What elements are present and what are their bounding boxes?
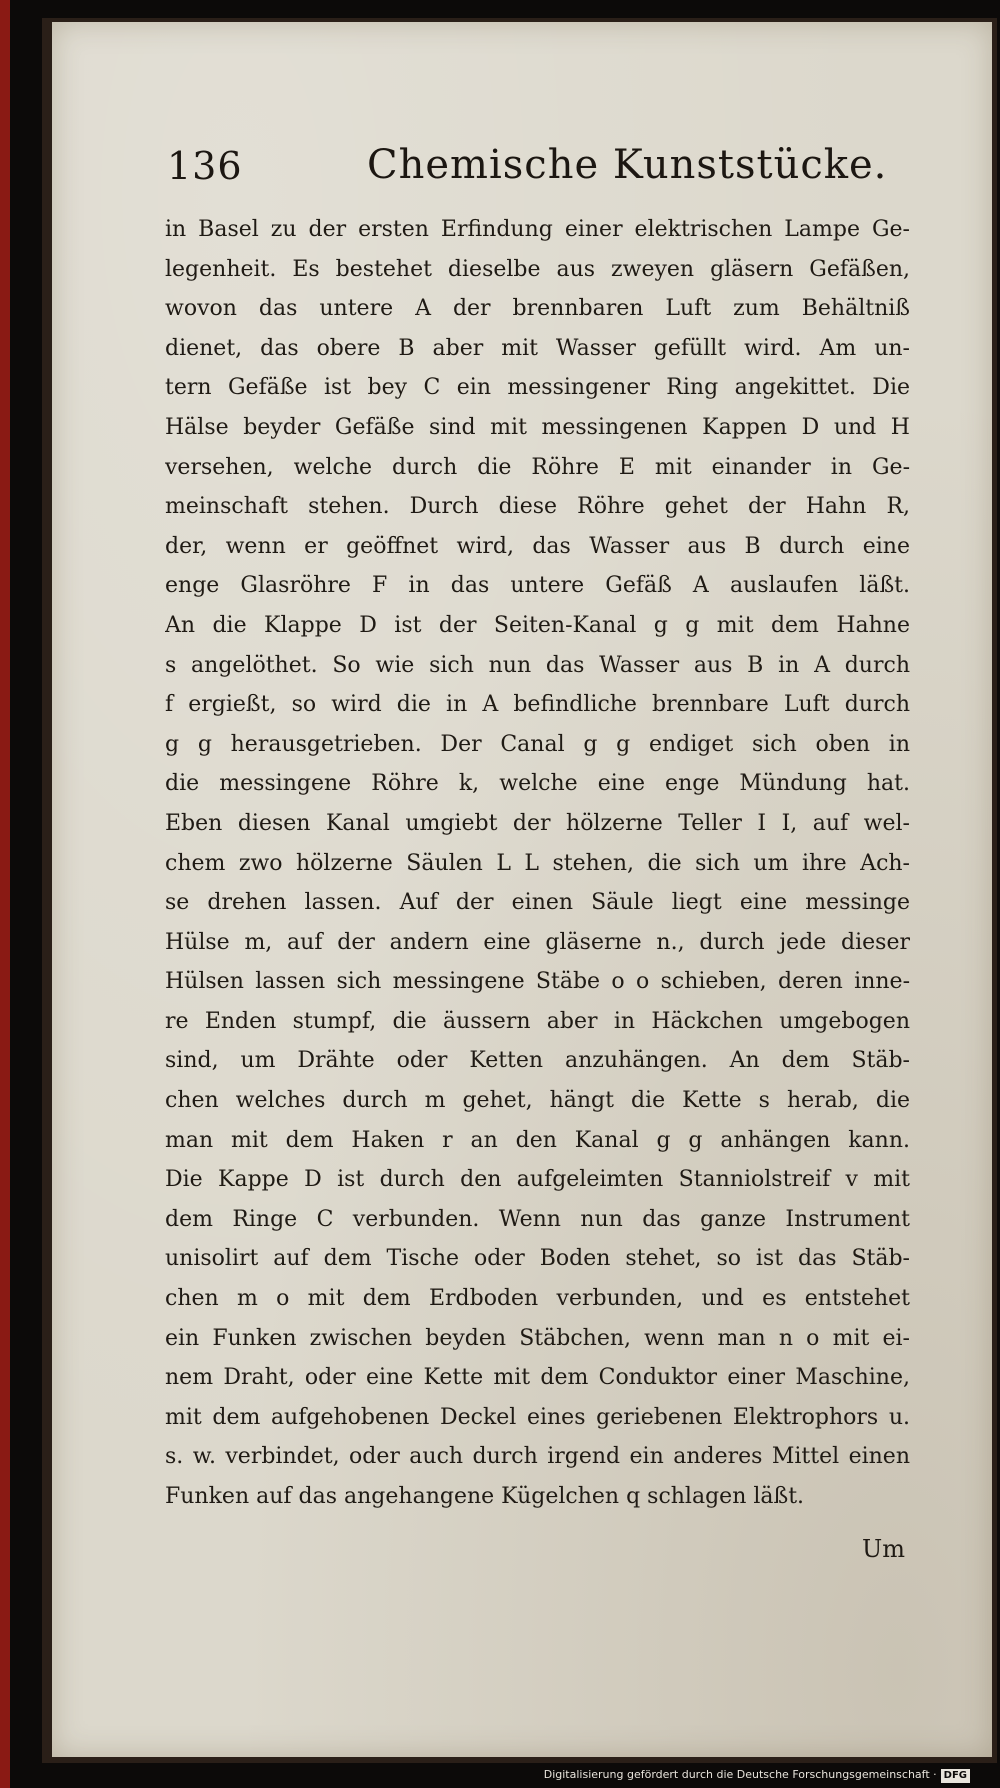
text-line: chen m o mit dem Erdboden verbunden, und es entstehet <box>165 1286 910 1312</box>
text-line: unisolirt auf dem Tische oder Boden stehet, so ist das Stäb- <box>165 1246 910 1272</box>
text-line: chem zwo hölzerne Säulen L L stehen, die sich um ihre Ach- <box>165 850 910 876</box>
text-line: die messingene Röhre k, welche eine enge Mündung hat. <box>165 771 910 797</box>
text-line: in Basel zu der ersten Erfindung einer elektrischen Lampe Ge- <box>165 217 910 242</box>
digitization-credit <box>544 1768 970 1783</box>
text-line: Eben diesen Kanal umgiebt der hölzerne Teller I I, auf wel- <box>165 810 910 836</box>
credit-text: Digitalisierung gefördert durch die Deutsche Forschungsgemeinschaft · <box>543 1768 937 1781</box>
text-line: Funken auf das angehangene Kügelchen q schlagen läßt. <box>165 1484 805 1509</box>
text-line: Die Kappe D ist durch den aufgeleimten Stanniolstreif v mit <box>165 1167 910 1193</box>
text-line: meinschaft stehen. Durch diese Röhre gehet der Hahn R, <box>165 494 910 520</box>
text-line: dem Ringe C verbunden. Wenn nun das ganze Instrument <box>165 1206 910 1232</box>
text-line: f ergießt, so wird die in A befindliche brennbare Luft durch <box>165 692 910 718</box>
text-line: Hülse m, auf der andern eine gläserne n., durch jede dieser <box>165 929 910 955</box>
dfg-logo: DFG <box>941 1769 970 1783</box>
text-line: chen welches durch m gehet, hängt die Kette s herab, die <box>165 1088 910 1114</box>
text-line: ein Funken zwischen beyden Stäbchen, wenn man n o mit ei- <box>165 1325 910 1351</box>
body-text <box>165 210 910 1517</box>
page-number: 136 <box>167 144 243 188</box>
text-line: Hälse beyder Gefäße sind mit messingenen Kappen D und H <box>165 414 910 440</box>
text-line: versehen, welche durch die Röhre E mit einander in Ge- <box>165 454 910 480</box>
text-line: re Enden stumpf, die äussern aber in Häckchen umgebogen <box>165 1008 910 1034</box>
text-line: dienet, das obere B aber mit Wasser gefüllt wird. Am un- <box>165 335 910 361</box>
text-line: enge Glasröhre F in das untere Gefäß A auslaufen läßt. <box>165 573 910 599</box>
text-line: s. w. verbindet, oder auch durch irgend ein anderes Mittel einen <box>165 1444 910 1470</box>
text-line: Hülsen lassen sich messingene Stäbe o o schieben, deren inne- <box>165 969 910 995</box>
text-line: der, wenn er geöffnet wird, das Wasser aus B durch eine <box>165 533 910 559</box>
text-line: se drehen lassen. Auf der einen Säule liegt eine messinge <box>165 890 910 916</box>
text-line: An die Klappe D ist der Seiten-Kanal g g mit dem Hahne <box>165 612 910 638</box>
text-line: s angelöthet. So wie sich nun das Wasser aus B in A durch <box>165 652 910 678</box>
page-header <box>167 144 967 204</box>
text-line: sind, um Drähte oder Ketten anzuhängen. An dem Stäb- <box>165 1048 910 1074</box>
catchword: Um <box>862 1535 905 1563</box>
text-line: g g herausgetrieben. Der Canal g g endiget sich oben in <box>165 731 910 757</box>
text-line: tern Gefäße ist bey C ein messingener Ring angekittet. Die <box>165 375 910 401</box>
text-line: legenheit. Es bestehet dieselbe aus zweyen gläsern Gefäßen, <box>165 256 910 282</box>
book-edge-strip <box>0 0 10 1788</box>
text-line: man mit dem Haken r an den Kanal g g anhängen kann. <box>165 1127 910 1153</box>
running-head: Chemische Kunststücke. <box>367 142 888 188</box>
text-line: nem Draht, oder eine Kette mit dem Conduktor einer Maschine, <box>165 1365 910 1391</box>
text-line: wovon das untere A der brennbaren Luft zum Behältniß <box>165 296 910 322</box>
text-line: mit dem aufgehobenen Deckel eines geriebenen Elektrophors u. <box>165 1404 910 1430</box>
